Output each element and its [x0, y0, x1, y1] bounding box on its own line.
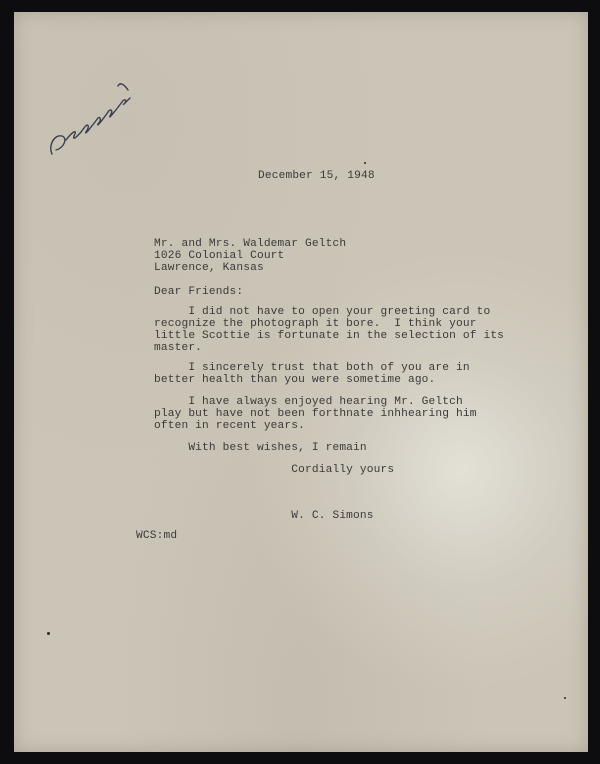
recipient-street: 1026 Colonial Court — [154, 250, 285, 262]
signer-name: W. C. Simons — [154, 510, 374, 522]
paper-speck — [564, 697, 566, 699]
paper-speck — [47, 632, 50, 635]
handwritten-personal-note — [44, 70, 134, 162]
recipient-name: Mr. and Mrs. Waldemar Geltch — [154, 238, 347, 250]
paragraph1-line: I did not have to open your greeting card to — [154, 306, 491, 318]
closing-wishes: With best wishes, I remain — [154, 442, 367, 454]
reference-initials: WCS:md — [136, 530, 178, 542]
paragraph1-line: recognize the photograph it bore. I think your — [154, 318, 477, 330]
letter-sheet — [14, 12, 588, 752]
paragraph3-line: I have always enjoyed hearing Mr. Geltch — [154, 396, 463, 408]
letter-date: December 15, 1948 — [258, 170, 375, 182]
paragraph1-line: little Scottie is fortunate in the selection of its — [154, 330, 505, 342]
paragraph3-line: often in recent years. — [154, 420, 305, 432]
paragraph2-line: I sincerely trust that both of you are in — [154, 362, 470, 374]
closing-valediction: Cordially yours — [154, 464, 395, 476]
paragraph3-line: play but have not been forthnate inhhearing him — [154, 408, 477, 420]
paper-speck — [364, 162, 366, 164]
paragraph2-line: better health than you were sometime ago. — [154, 374, 436, 386]
salutation: Dear Friends: — [154, 286, 244, 298]
recipient-city: Lawrence, Kansas — [154, 262, 264, 274]
paragraph1-line: master. — [154, 342, 203, 354]
